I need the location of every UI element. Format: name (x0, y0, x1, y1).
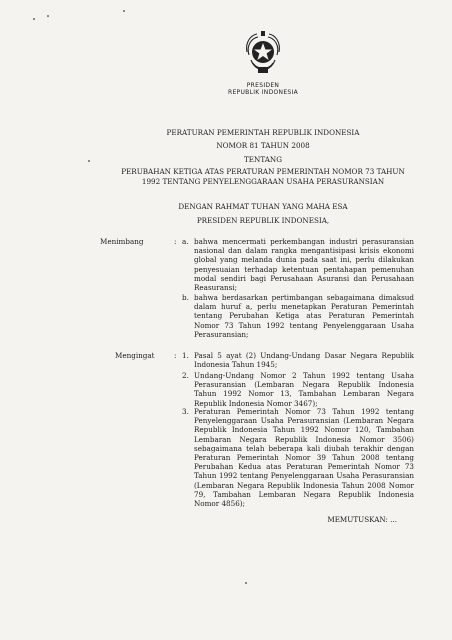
mengingat-item-2 (182, 371, 414, 408)
preamble-president: PRESIDEN REPUBLIK INDONESIA, (196, 216, 330, 225)
list-marker: 1. (182, 351, 189, 360)
preamble-blessing: DENGAN RAHMAT TUHAN YANG MAHA ESA (178, 202, 348, 211)
mengingat-text-2: Undang-Undang Nomor 2 Tahun 1992 tentang Usaha Perasuransian (Lembaran Negara Republik Indonesia Tahun 1992 Nomor 13, Tambahan Lembaran Negara Republik Indonesia Nomor 3467); (194, 371, 414, 408)
letterhead-republic: REPUBLIK INDONESIA (227, 89, 298, 96)
menimbang-label: Menimbang (100, 237, 144, 246)
regulation-tentang: TENTANG (244, 155, 282, 164)
mengingat-item-3 (182, 407, 414, 508)
scan-speck (88, 160, 90, 162)
menimbang-item-b (182, 293, 414, 339)
menimbang-item-a (182, 237, 414, 292)
list-marker: b. (182, 293, 189, 302)
mengingat-label: Mengingat (115, 351, 155, 360)
scan-speck (123, 10, 125, 12)
mengingat-colon: : (174, 351, 177, 360)
closing-memutuskan: MEMUTUSKAN: ... (327, 515, 397, 524)
mengingat-text-3: Peraturan Pemerintah Nomor 73 Tahun 1992 tentang Penyelenggaraan Usaha Perasuransian (Lembaran Negara Republik Indonesia Tahun 1992 Nomor 120, Tambahan Lembaran Negara Republik Indonesia Nomor 3506) sebagaimana telah beberapa kali diubah terakhir dengan Peraturan Pemerintah Nomor 39 Tahun 2008 tentang Perubahan Kedua atas Peraturan Pemerintah Nomor 73 Tahun 1992 tentang Penyelenggaraan Usaha Perasuransian (Lembaran Negara Republik Indonesia Tahun 2008 Nomor 79, Tambahan Lembaran Negara Republik Indonesia Nomor 4856); (194, 407, 414, 509)
regulation-title: PERATURAN PEMERINTAH REPUBLIK INDONESIA (166, 128, 360, 137)
menimbang-text-b: bahwa berdasarkan pertimbangan sebagaimana dimaksud dalam huruf a, perlu menetapkan Peraturan Pemerintah tentang Perubahan Ketiga atas Peraturan Pemerintah Nomor 73 Tahun 1992 tentang Penyelenggaraan Usaha Perasuransian; (194, 293, 414, 339)
garuda-emblem-icon (241, 30, 285, 76)
list-marker: 2. (182, 371, 189, 380)
regulation-subject-line1: PERUBAHAN KETIGA ATAS PERATURAN PEMERINTAH NOMOR 73 TAHUN (121, 167, 405, 176)
mengingat-text-1: Pasal 5 ayat (2) Undang-Undang Dasar Negara Republik Indonesia Tahun 1945; (194, 351, 414, 370)
scan-speck (47, 15, 49, 17)
regulation-subject-line2: 1992 TENTANG PENYELENGGARAAN USAHA PERASURANSIAN (141, 177, 385, 186)
scan-speck (245, 582, 247, 584)
letterhead-president: PRESIDEN (246, 82, 280, 89)
list-marker: a. (182, 237, 189, 246)
mengingat-item-1 (182, 351, 414, 369)
scan-speck (33, 18, 35, 20)
menimbang-colon: : (174, 237, 177, 246)
regulation-number: NOMOR 81 TAHUN 2008 (216, 141, 310, 150)
list-marker: 3. (182, 407, 189, 416)
menimbang-text-a: bahwa mencermati perkembangan industri perasuransian nasional dan dalam rangka mengantisipasi krisis ekonomi global yang melanda dunia pada saat ini, perlu dilakukan penyesuaian terhadap ketentuan pentahapan pemenuhan modal sendiri bagi Perusahaan Asuransi dan Perusahaan Reasuransi; (194, 237, 414, 293)
